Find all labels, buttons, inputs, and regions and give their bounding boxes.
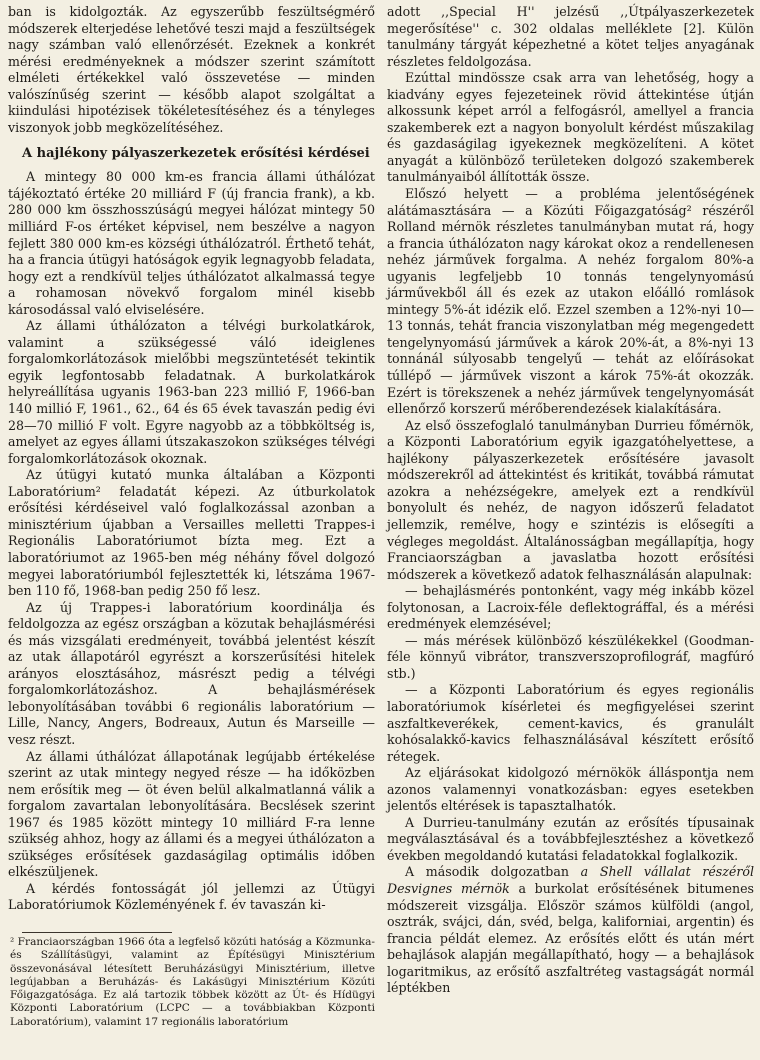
footnote-rule — [22, 932, 172, 933]
list-item: — más mérések különböző készülékekkel (Goodman-féle könnyű vibrátor, transzverszoprofilográf, magfúró stb.) — [387, 632, 754, 681]
paragraph: A kérdés fontosságát jól jellemzi az Útügyi Laboratóriumok Közleményének f. év tavaszán ki- — [8, 880, 375, 913]
text-run: a burkolat erősítésének bitumenes módszereit vizsgálja. Először számos külföldi (angol, osztrák, svájci, dán, svéd, belga, kaliforniai, argentin) és francia példát elemez. Az erősítés előtt és után mért behajlások alapján megállapítható, hogy — a behajlások logaritmikus, az erősítő aszfaltréteg vastagságát normál léptékben — [387, 880, 754, 996]
italic-text: a Shell vállalat részéről Desvignes mérnök — [387, 864, 754, 896]
paragraph: Az állami úthálózat állapotának legújabb értékelése szerint az utak mintegy negyed része — ha időközben nem erősítik meg — öt éven belül alkalmatlanná válik a forgalom zavartalan lebonyolítására. Becslések szerint 1967 és 1985 között mintegy 10 milliárd F-ra lenne szükség ahhoz, hogy az állami és a megyei úthálózaton a szükséges erősítések gazdaságilag optimális időben elkészüljenek. — [8, 748, 375, 880]
paragraph: A Durrieu-tanulmány ezután az erősítés típusainak megválasztásával és a továbbfejlesztéshez a következő években megoldandó kutatási feladatokkal foglalkozik. — [387, 814, 754, 863]
right-column — [387, 4, 754, 1060]
paragraph: Ezúttal mindössze csak arra van lehetőség, hogy a kiadvány egyes fejezeteinek rövid áttekintése útján alkossunk képet arról a felfogásról, amellyel a francia szakemberek ezt a nagyon bonyolult kérdést műszakilag és gazdaságilag igyekeznek megközelíteni. A kötet anyagát a különböző területeken dolgozó szakemberek tanulmányaiból állították össze. — [387, 70, 754, 185]
paragraph: Az állami úthálózaton a télvégi burkolatkárok, valamint a szükségessé váló ideiglenes forgalomkorlátozások mielőbbi megszüntetését tekintik egyik legfontosabb feladatnak. A burkolatkárok helyreállítása ugyanis 1963-ban 223 millió F, 1966-ban 140 millió F, 1961., 62., 64 és 65 évek tavaszán pedig évi 28—70 millió F volt. Egyre nagyobb az a többköltség is, amelyet az egyes állami útszakaszokon szükséges télvégi forgalomkorlátozások okoznak. — [8, 318, 375, 466]
paragraph: Az eljárásokat kidolgozó mérnökök álláspontja nem azonos valamennyi vonatkozásban: egyes esetekben jelentős eltérések is tapasztalhatók. — [387, 765, 754, 814]
left-column — [8, 4, 375, 1060]
footnote: ² Franciaországban 1966 óta a legfelső közúti hatóság a Közmunka- és Szállításügyi, valamint az Építésügyi Minisztérium összevonásával létesített Beruházásügyi Minisztérium, illetve legújabban a Beruházás- és Lakásügyi Minisztérium Közúti Főigazgatósága. Ez alá tartozik többek között az Út- és Hídügyi Központi Laboratórium (LCPC — a továbbiakban Központi Laboratórium), valamint 17 regionális laboratórium — [10, 935, 375, 1028]
paragraph — [387, 864, 754, 996]
paragraph: Az útügyi kutató munka általában a Központi Laboratórium² feladatát képezi. Az útburkolatok erősítési kérdéseivel való foglalkozással azonban a minisztérium újabban a Versailles melletti Trappes-i Regionális Laboratóriumot bízta meg. Ezt a laboratóriumot az 1965-ben még néhány fővel dolgozó megyei laboratóriumból fejlesztették ki, létszáma 1967-ben 110 fő, 1968-ban pedig 250 fő lesz. — [8, 467, 375, 599]
paragraph: Az első összefoglaló tanulmányban Durrieu főmérnök, a Központi Laboratórium egyik igazgatóhelyettese, a hajlékony pályaszerkezetek erősítésére javasolt módszerekről ad áttekintést és kritikát, továbbá rámutat azokra a nehézségekre, amelyek ezt a rendkívül bonyolult és nehéz, de nagyon időszerű feladatot jellemzik, remélve, hogy e szintézis is elősegíti a végleges megoldást. Általánosságban megállapítja, hogy Franciaországban a javaslatba hozott erősítési módszerek a következő adatok felhasználásán alapulnak: — [387, 417, 754, 582]
list-item: — a Központi Laboratórium és egyes regionális laboratóriumok kísérletei és megfigyelései szerint aszfaltkeverékek, cement-kavics, és granulált kohósalakkő-kavics felhasználásával készített erősítő rétegek. — [387, 682, 754, 764]
paragraph-continued: ban is kidolgozták. Az egyszerűbb feszültségmérő módszerek elterjedése lehetővé teszi majd a feszültségek nagy számban való ellenőrzését. Ezeknek a konkrét mérési eredményeknek a módszer szerint számított elméleti értékekkel való összevetése — minden valószínűség szerint — később alapot szolgáltat a kiindulási hipotézisek tökéletesítéséhez és a tényleges viszonyok jobb megközelítéséhez. — [8, 4, 375, 135]
paragraph: A mintegy 80 000 km-es francia állami úthálózat tájékoztató értéke 20 milliárd F (új francia frank), a kb. 280 000 km összhosszúságú megyei hálózat mintegy 50 milliárd F-os értéket képvisel, nem beszélve a nagyon fejlett 380 000 km-es községi úthálózatról. Érthető tehát, ha a francia útügyi hatóságok egyik legnagyobb feladata, hogy ezt a rendkívül teljes úthálózatot alkalmassá tegye a rohamosan növekvő forgalom minél kisebb károsodással való elviselésére. — [8, 169, 375, 317]
text-run: A második dolgozatban — [405, 864, 581, 880]
paragraph: Az új Trappes-i laboratórium koordinálja és feldolgozza az egész országban a közutak behajlásmérési és más vizsgálati eredményeit, továbbá jelentést készít az utak állapotáról egyrészt a korszerűsítési hitelek arányos elosztásához, másrészt pedig a télvégi forgalomkorlátozáshoz. A behajlásmérések lebonyolításában további 6 regionális laboratórium — Lille, Nancy, Angers, Bodreaux, Autun és Marseille — vesz részt. — [8, 599, 375, 747]
list-item: — behajlásmérés pontonként, vagy még inkább közel folytonosan, a Lacroix-féle deflektográffal, és a mérési eredmények elemzésével; — [387, 583, 754, 632]
paragraph-continued: adott ,,Special H'' jelzésű ,,Útpályaszerkezetek megerősítése'' c. 302 oldalas melléklete [2]. Külön tanulmány tárgyát képezhetné a kötet teljes anyagának részletes feldolgozása. — [387, 4, 754, 69]
section-heading: A hajlékony pályaszerkezetek erősítési kérdései — [22, 146, 370, 162]
paragraph: Előszó helyett — a probléma jelentőségének alátámasztására — a Közúti Főigazgatóság² részéről Rolland mérnök részletes tanulmányban mutat rá, hogy a francia úthálózaton nagy károkat okoz a rendellenesen nehéz járművek forgalma. A nehéz forgalom 80%-a ugyanis legfeljebb 10 tonnás tengelynyomású járművekből áll és ezek az utakon előálló romlások mintegy 5%-át idézik elő. Ezzel szemben a 12%-nyi 10—13 tonnás, tehát francia viszonylatban még megengedett tengelynyomású járművek a károk 20%-át, a 8%-nyi 13 tonnánál súlyosabb tengelyű — tehát az előírásokat túllépő — járművek viszont a károk 75%-át okozzák. Ezért is törekszenek a nehéz járművek tengelynyomását ellenőrző korszerű mérőberendezések kialakítására. — [387, 186, 754, 417]
